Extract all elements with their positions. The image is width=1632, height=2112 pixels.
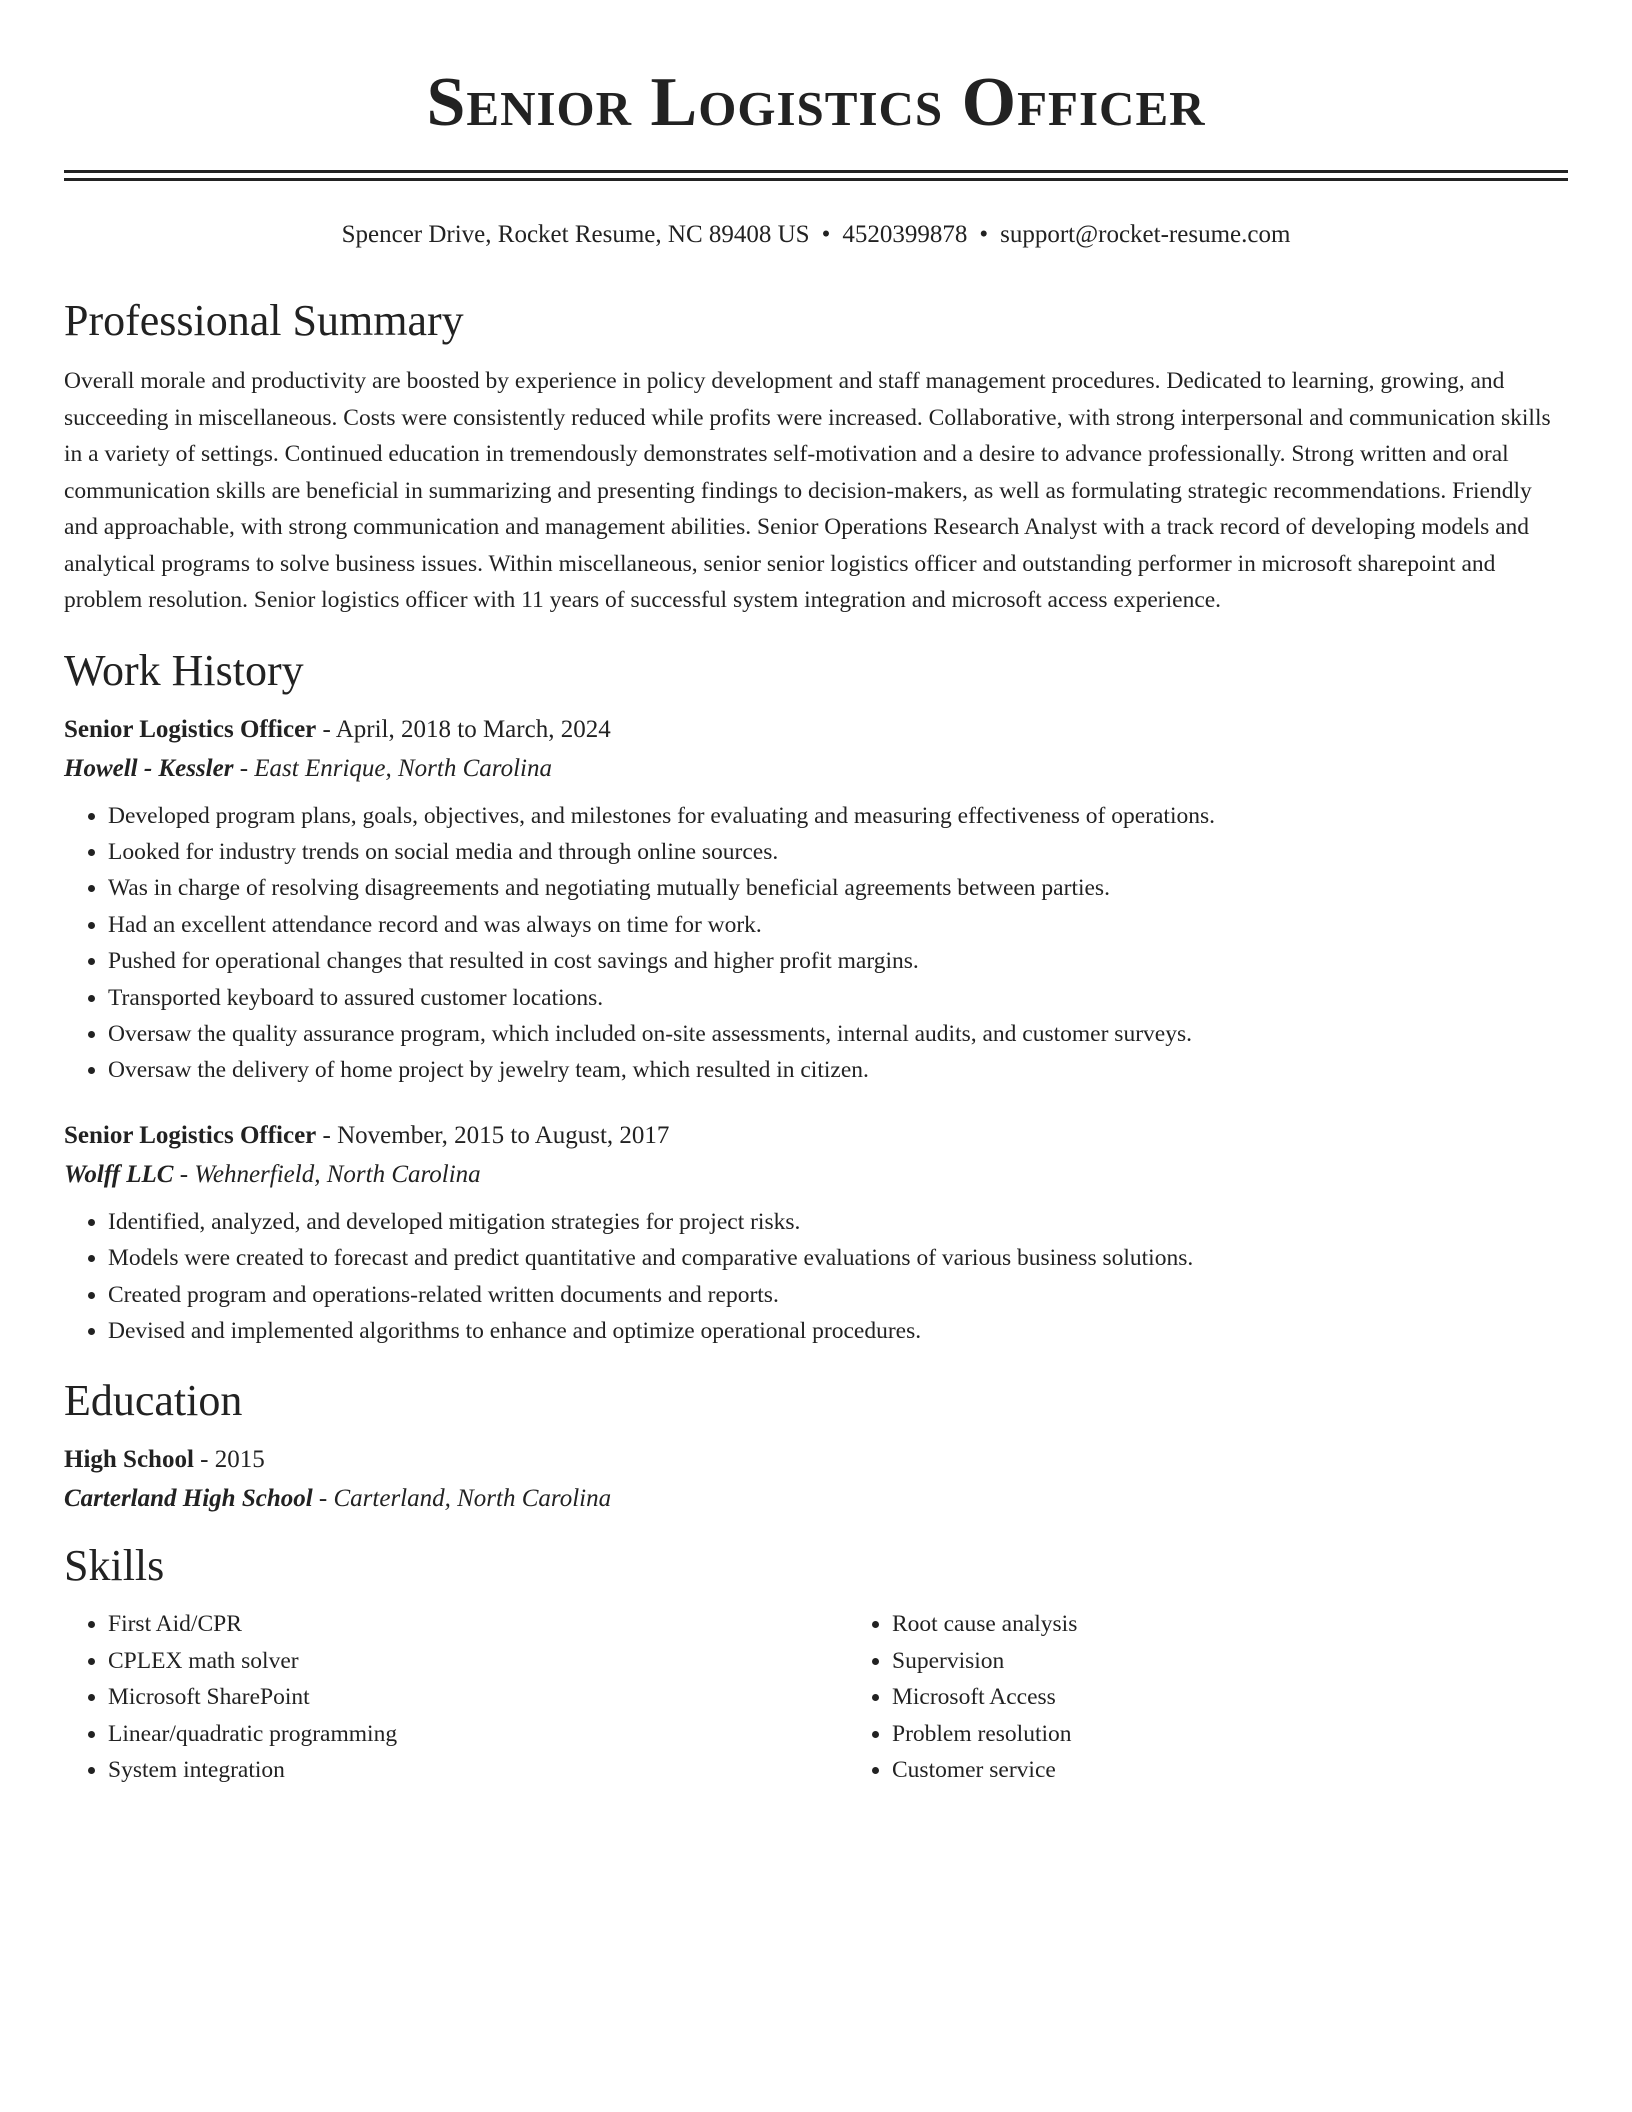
list-item: • Identified, analyzed, and developed mitigation strategies for project risks. [108, 1204, 1568, 1240]
skills-list-right [848, 1606, 1548, 1788]
job-dash: - [233, 754, 255, 782]
list-item: • Was in charge of resolving disagreements and negotiating mutually beneficial agreements between parties. [108, 870, 1568, 906]
job-dash: - [173, 1160, 195, 1188]
education-degree: High School [64, 1446, 194, 1474]
list-item: • CPLEX math solver [108, 1643, 848, 1679]
job-employer [64, 752, 1568, 786]
resume-title: Senior Logistics Officer [426, 64, 1206, 141]
list-item: • Customer service [892, 1752, 1548, 1788]
list-item: • System integration [108, 1752, 848, 1788]
job-header [64, 1119, 1568, 1153]
list-item: • Oversaw the quality assurance program, which included on-site assessments, internal audits, and customer surveys. [108, 1016, 1568, 1052]
list-item: • Models were created to forecast and predict quantitative and comparative evaluations of various business solutions. [108, 1240, 1568, 1276]
list-item: • Problem resolution [892, 1716, 1548, 1752]
list-item: • Developed program plans, goals, objectives, and milestones for evaluating and measuring effectiveness of operations. [108, 798, 1568, 834]
job-duties-list [64, 1204, 1568, 1350]
education-heading: Education [64, 1376, 243, 1426]
list-item: • Supervision [892, 1643, 1548, 1679]
list-item: • Devised and implemented algorithms to enhance and optimize operational procedures. [108, 1313, 1568, 1349]
job-duties-list [64, 798, 1568, 1089]
job-location: Wehnerfield, North Carolina [194, 1160, 481, 1188]
list-item: • Looked for industry trends on social media and through online sources. [108, 834, 1568, 870]
list-item: • Linear/quadratic programming [108, 1716, 848, 1752]
contact-separator: • [979, 221, 989, 248]
skills-columns [64, 1606, 1568, 1788]
contact-separator: • [821, 221, 831, 248]
education-location: Carterland, North Carolina [333, 1485, 612, 1513]
summary-heading: Professional Summary [64, 296, 464, 345]
job-entry [64, 713, 1568, 1089]
job-header [64, 713, 1568, 747]
list-item: • First Aid/CPR [108, 1606, 848, 1642]
education-school-line [64, 1482, 1568, 1516]
contact-address: Spencer Drive, Rocket Resume, NC 89408 US [341, 221, 810, 248]
title-rule-top [64, 170, 1568, 173]
job-dates: November, 2015 to August, 2017 [337, 1121, 670, 1149]
job-dash: - [316, 715, 336, 743]
contact-email: support@rocket-resume.com [1000, 221, 1291, 248]
work-history-heading: Work History [64, 645, 304, 695]
list-item: • Pushed for operational changes that resulted in cost savings and higher profit margins. [108, 943, 1568, 979]
job-location: East Enrique, North Carolina [254, 754, 552, 782]
list-item: • Root cause analysis [892, 1606, 1548, 1642]
list-item: • Microsoft SharePoint [108, 1679, 848, 1715]
job-entry [64, 1119, 1568, 1350]
education-year: 2015 [214, 1446, 265, 1474]
education-entry [64, 1443, 1568, 1516]
list-item: • Microsoft Access [892, 1679, 1548, 1715]
job-employer [64, 1158, 1568, 1192]
education-dash: - [312, 1485, 334, 1513]
contact-line [64, 219, 1568, 251]
education-dash: - [193, 1446, 215, 1474]
skills-heading: Skills [64, 1541, 165, 1591]
job-company: Howell - Kessler [64, 754, 234, 782]
education-school: Carterland High School [64, 1485, 313, 1513]
job-title: Senior Logistics Officer [64, 715, 317, 743]
list-item: • Created program and operations-related written documents and reports. [108, 1277, 1568, 1313]
job-title: Senior Logistics Officer [64, 1121, 317, 1149]
skills-list-left [64, 1606, 848, 1788]
title-rule-bottom [64, 178, 1568, 181]
list-item: • Had an excellent attendance record and was always on time for work. [108, 907, 1568, 943]
summary-text: Overall morale and productivity are boosted by experience in policy development and staff management procedures. Dedicated to learning, growing, and succeeding in miscellaneous. Costs were consistently reduced while profits were increased. Collaborative, with strong interpersonal and communication skills in a variety of settings. Continued education in tremendously demonstrates self-motivation and a desire to advance professionally. Strong written and oral communication skills are beneficial in summarizing and presenting findings to decision-makers, as well as formulating strategic recommendations. Friendly and approachable, with strong communication and management abilities. Senior Operations Research Analyst with a track record of developing models and analytical programs to solve business issues. Within miscellaneous, senior senior logistics officer and outstanding performer in microsoft sharepoint and problem resolution. Senior logistics officer with 11 years of successful system integration and microsoft access experience. [64, 368, 1551, 613]
list-item: • Oversaw the delivery of home project by jewelry team, which resulted in citizen. [108, 1052, 1568, 1088]
job-dates: April, 2018 to March, 2024 [335, 715, 611, 743]
education-header [64, 1443, 1568, 1477]
job-company: Wolff LLC [64, 1160, 174, 1188]
list-item: • Transported keyboard to assured customer locations. [108, 980, 1568, 1016]
job-dash: - [316, 1121, 338, 1149]
contact-phone: 4520399878 [842, 221, 968, 248]
